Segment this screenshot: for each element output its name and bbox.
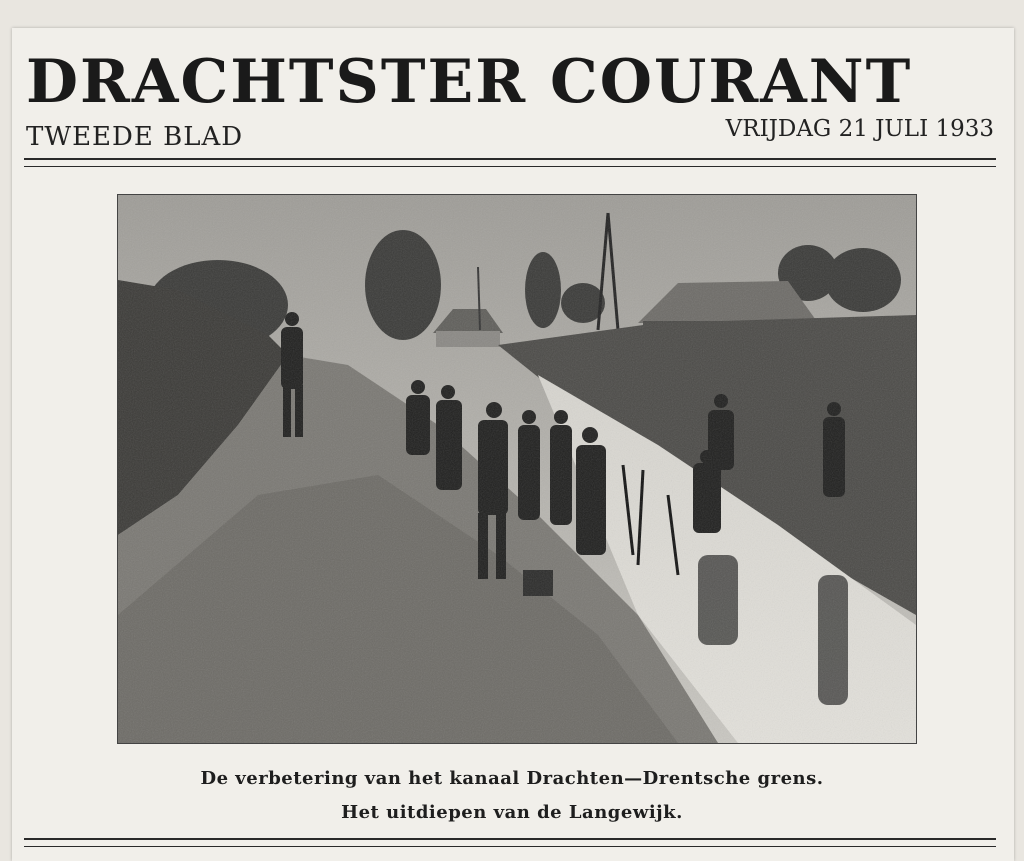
footer-rule-thin bbox=[24, 846, 996, 847]
footer-rule-thick bbox=[24, 838, 996, 840]
photograph bbox=[117, 194, 917, 744]
issue-date: VRIJDAG 21 JULI 1933 bbox=[725, 116, 994, 142]
newspaper-title: DRACHTSTER COURANT bbox=[26, 47, 913, 117]
photograph-icon bbox=[118, 195, 916, 743]
header-rule-thick bbox=[24, 158, 996, 160]
section-label: TWEEDE BLAD bbox=[26, 122, 244, 152]
caption-line-1: De verbetering van het kanaal Drachten—Drentsche grens. bbox=[200, 768, 824, 789]
caption-line-2: Het uitdiepen van de Langewijk. bbox=[341, 802, 683, 823]
header-rule-thin bbox=[24, 166, 996, 167]
